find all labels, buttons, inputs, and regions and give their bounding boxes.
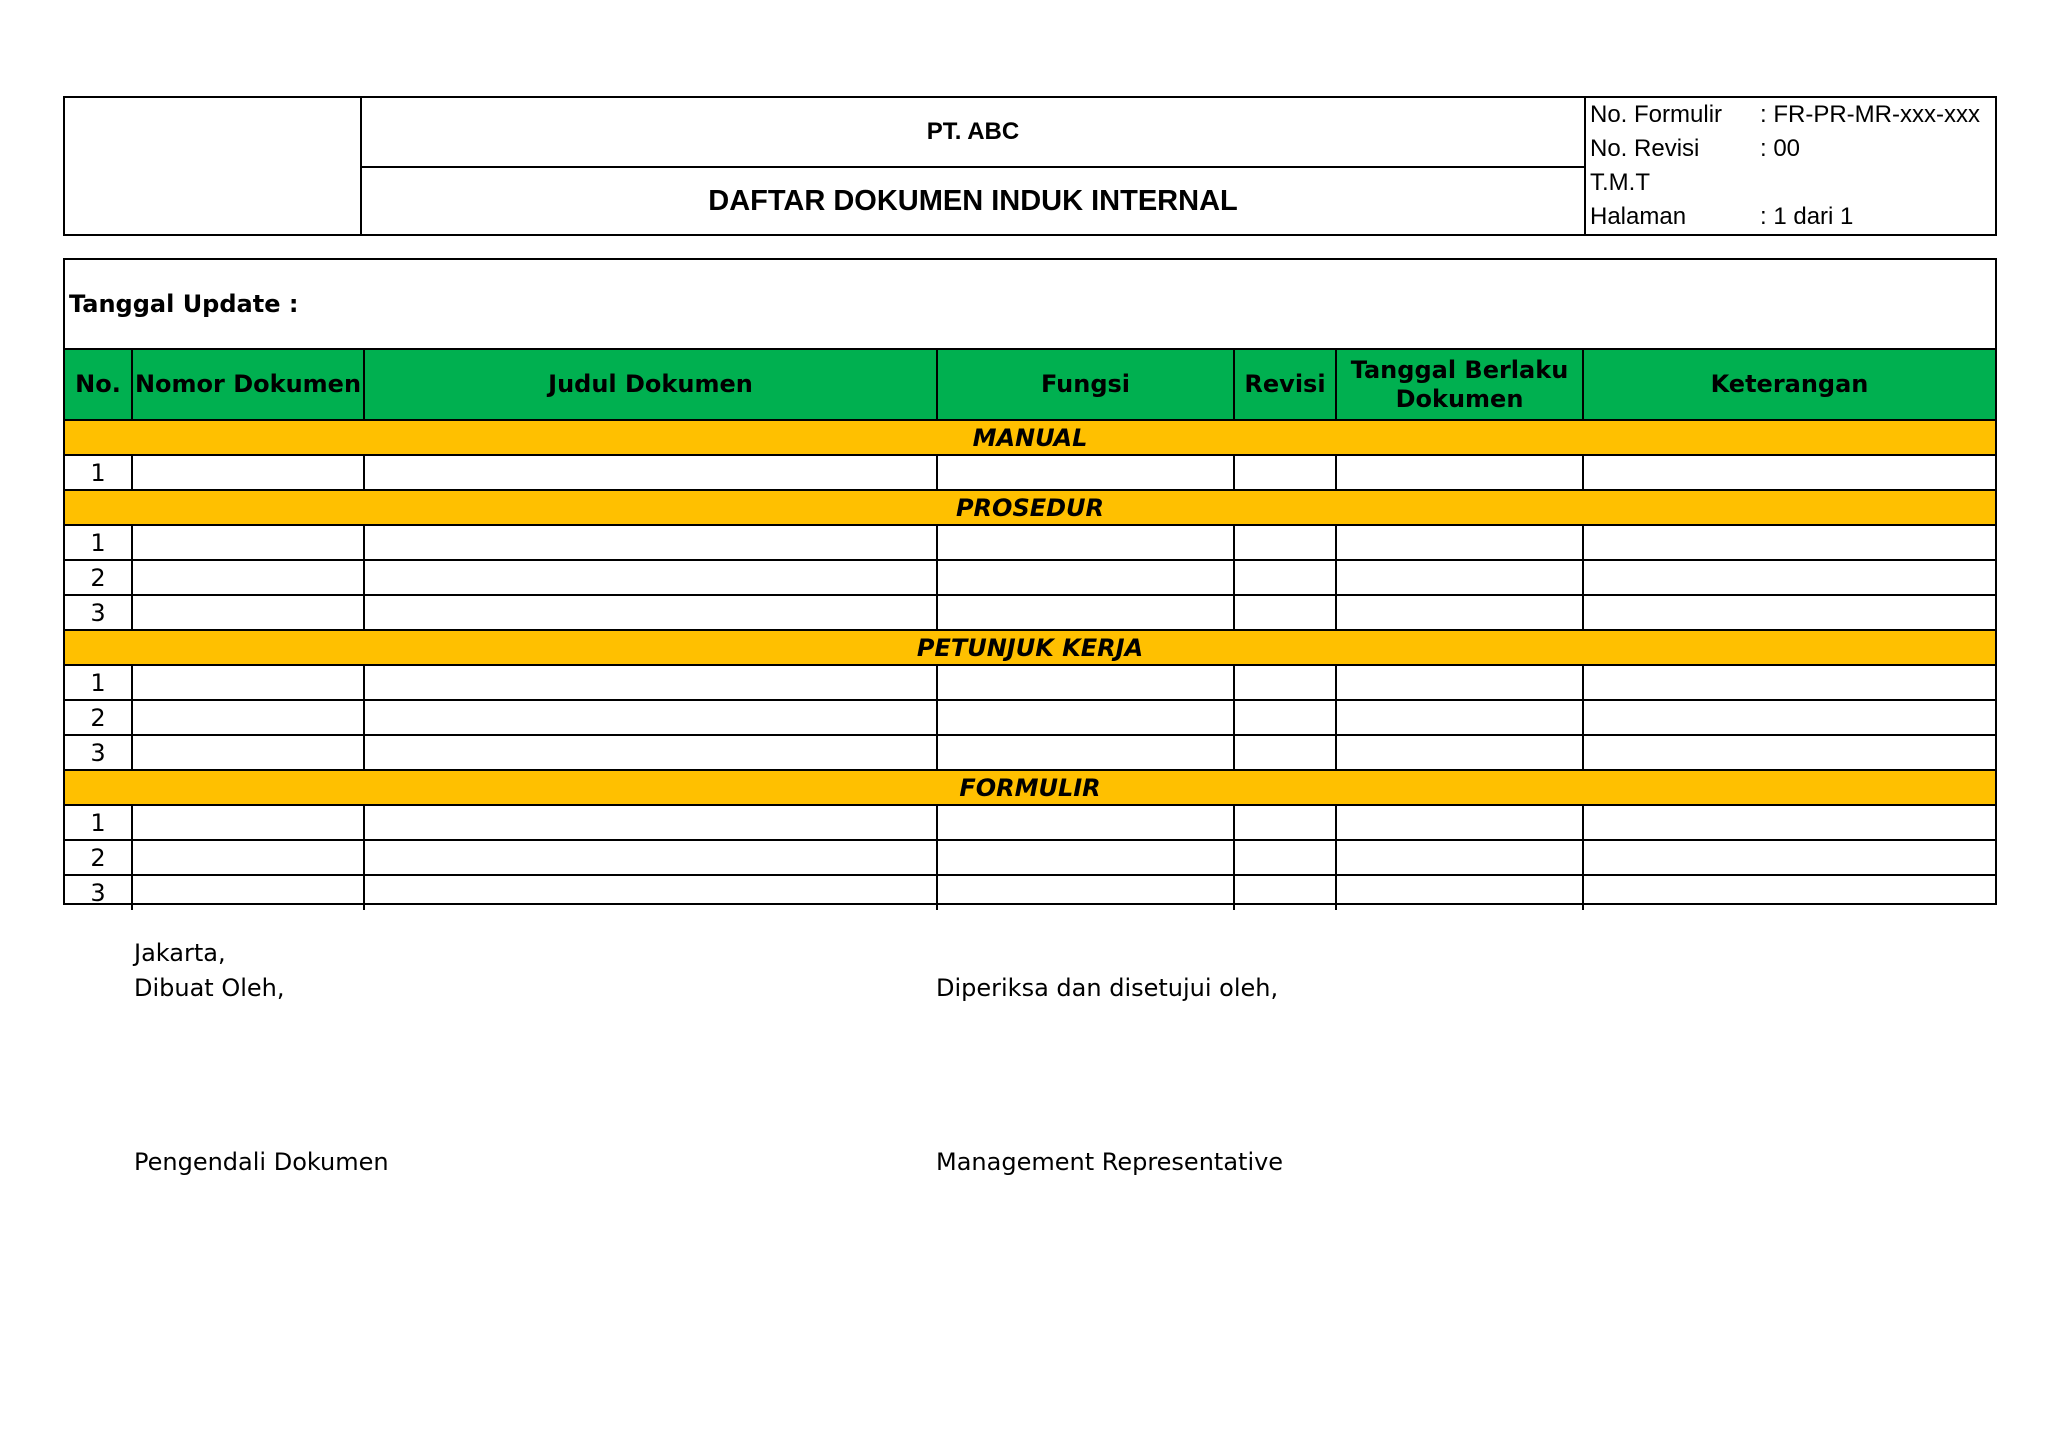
form-header bbox=[63, 96, 1997, 236]
table-cell[interactable] bbox=[937, 455, 1234, 490]
table-row bbox=[65, 840, 1995, 875]
row-number: 2 bbox=[65, 700, 132, 735]
table-cell[interactable] bbox=[364, 805, 937, 840]
column-header: Nomor Dokumen bbox=[132, 350, 364, 420]
table-row bbox=[65, 735, 1995, 770]
meta-key: No. Formulir bbox=[1590, 101, 1723, 128]
meta-key: Halaman bbox=[1590, 203, 1687, 230]
table-row bbox=[65, 595, 1995, 630]
table-cell[interactable] bbox=[1583, 455, 1995, 490]
meta-key: T.M.T bbox=[1590, 169, 1650, 196]
table-cell[interactable] bbox=[1583, 665, 1995, 700]
table-cell[interactable] bbox=[937, 700, 1234, 735]
table-cell[interactable] bbox=[937, 840, 1234, 875]
table-cell[interactable] bbox=[937, 805, 1234, 840]
table-cell[interactable] bbox=[1336, 700, 1583, 735]
meta-form-number bbox=[1590, 98, 1980, 132]
table-cell[interactable] bbox=[1583, 805, 1995, 840]
row-number: 2 bbox=[65, 840, 132, 875]
table-cell[interactable] bbox=[1234, 840, 1336, 875]
logo-cell bbox=[65, 98, 362, 234]
table-cell[interactable] bbox=[364, 455, 937, 490]
table-cell[interactable] bbox=[1583, 560, 1995, 595]
section-title: PETUNJUK KERJA bbox=[65, 630, 1995, 665]
table-cell[interactable] bbox=[1234, 455, 1336, 490]
column-header: Tanggal Berlaku Dokumen bbox=[1336, 350, 1583, 420]
table-cell[interactable] bbox=[1234, 560, 1336, 595]
table-cell[interactable] bbox=[132, 735, 364, 770]
table-cell[interactable] bbox=[1336, 455, 1583, 490]
update-row bbox=[65, 260, 1995, 350]
meta-value: : 1 dari 1 bbox=[1760, 203, 1854, 230]
document-register bbox=[63, 258, 1997, 905]
company-name: PT. ABC bbox=[362, 98, 1584, 168]
table-cell[interactable] bbox=[1336, 735, 1583, 770]
table-row bbox=[65, 525, 1995, 560]
table-row bbox=[65, 875, 1995, 910]
table-row bbox=[65, 805, 1995, 840]
table-cell[interactable] bbox=[364, 735, 937, 770]
table-cell[interactable] bbox=[364, 700, 937, 735]
row-number: 1 bbox=[65, 805, 132, 840]
table-cell[interactable] bbox=[937, 665, 1234, 700]
table-header bbox=[65, 350, 1995, 420]
row-number: 1 bbox=[65, 525, 132, 560]
table-cell[interactable] bbox=[1583, 525, 1995, 560]
row-number: 1 bbox=[65, 455, 132, 490]
table-cell[interactable] bbox=[937, 595, 1234, 630]
table-cell[interactable] bbox=[132, 595, 364, 630]
table-cell[interactable] bbox=[1234, 875, 1336, 910]
signature-checked-by: Diperiksa dan disetujui oleh, bbox=[936, 974, 1279, 1002]
signature-made-by: Dibuat Oleh, bbox=[134, 974, 285, 1002]
signature-approver-role: Management Representative bbox=[936, 1148, 1284, 1176]
table-cell[interactable] bbox=[132, 665, 364, 700]
table-row bbox=[65, 455, 1995, 490]
table-cell[interactable] bbox=[1234, 525, 1336, 560]
table-cell[interactable] bbox=[364, 875, 937, 910]
row-number: 3 bbox=[65, 875, 132, 910]
meta-revision bbox=[1590, 132, 1800, 166]
meta-value: : FR-PR-MR-xxx-xxx bbox=[1760, 101, 1980, 128]
table-cell[interactable] bbox=[1234, 805, 1336, 840]
section-title: FORMULIR bbox=[65, 770, 1995, 805]
register-table bbox=[65, 350, 1995, 910]
table-cell[interactable] bbox=[1336, 525, 1583, 560]
table-cell[interactable] bbox=[1583, 840, 1995, 875]
table-cell[interactable] bbox=[132, 525, 364, 560]
table-cell[interactable] bbox=[1583, 875, 1995, 910]
table-cell[interactable] bbox=[364, 595, 937, 630]
column-header: No. bbox=[65, 350, 132, 420]
table-cell[interactable] bbox=[132, 700, 364, 735]
section-title: PROSEDUR bbox=[65, 490, 1995, 525]
signature-maker-role: Pengendali Dokumen bbox=[134, 1148, 389, 1176]
table-cell[interactable] bbox=[132, 455, 364, 490]
table-cell[interactable] bbox=[1336, 665, 1583, 700]
document-title: DAFTAR DOKUMEN INDUK INTERNAL bbox=[708, 184, 1238, 217]
table-cell[interactable] bbox=[937, 560, 1234, 595]
section-row bbox=[65, 420, 1995, 455]
row-number: 3 bbox=[65, 595, 132, 630]
meta-page bbox=[1590, 200, 1853, 234]
section-title: MANUAL bbox=[65, 420, 1995, 455]
table-row bbox=[65, 665, 1995, 700]
section-row bbox=[65, 770, 1995, 805]
section-row bbox=[65, 490, 1995, 525]
row-number: 3 bbox=[65, 735, 132, 770]
table-cell[interactable] bbox=[1234, 735, 1336, 770]
table-cell[interactable] bbox=[1583, 700, 1995, 735]
table-row bbox=[65, 560, 1995, 595]
table-cell[interactable] bbox=[1234, 700, 1336, 735]
table-cell[interactable] bbox=[1234, 665, 1336, 700]
section-row bbox=[65, 630, 1995, 665]
signature-place: Jakarta, bbox=[134, 939, 226, 967]
column-header: Judul Dokumen bbox=[364, 350, 937, 420]
table-cell[interactable] bbox=[132, 560, 364, 595]
table-cell[interactable] bbox=[364, 665, 937, 700]
table-cell[interactable] bbox=[1336, 805, 1583, 840]
update-date-label: Tanggal Update : bbox=[69, 290, 299, 318]
column-header: Revisi bbox=[1234, 350, 1336, 420]
table-cell[interactable] bbox=[364, 525, 937, 560]
meta-tmt bbox=[1590, 166, 1760, 200]
table-cell[interactable] bbox=[364, 560, 937, 595]
table-cell[interactable] bbox=[132, 875, 364, 910]
column-header: Keterangan bbox=[1583, 350, 1995, 420]
table-cell[interactable] bbox=[1336, 595, 1583, 630]
table-cell[interactable] bbox=[1336, 840, 1583, 875]
table-cell[interactable] bbox=[937, 525, 1234, 560]
table-cell[interactable] bbox=[1336, 560, 1583, 595]
form-meta bbox=[1584, 98, 1995, 234]
table-cell[interactable] bbox=[132, 805, 364, 840]
table-cell[interactable] bbox=[132, 840, 364, 875]
table-row bbox=[65, 700, 1995, 735]
meta-value: : 00 bbox=[1760, 135, 1801, 162]
table-cell[interactable] bbox=[1583, 595, 1995, 630]
table-cell[interactable] bbox=[1234, 595, 1336, 630]
table-cell[interactable] bbox=[937, 735, 1234, 770]
row-number: 2 bbox=[65, 560, 132, 595]
table-cell[interactable] bbox=[937, 875, 1234, 910]
table-cell[interactable] bbox=[1583, 735, 1995, 770]
table-cell[interactable] bbox=[364, 840, 937, 875]
row-number: 1 bbox=[65, 665, 132, 700]
meta-key: No. Revisi bbox=[1590, 135, 1700, 162]
column-header: Fungsi bbox=[937, 350, 1234, 420]
table-cell[interactable] bbox=[1336, 875, 1583, 910]
